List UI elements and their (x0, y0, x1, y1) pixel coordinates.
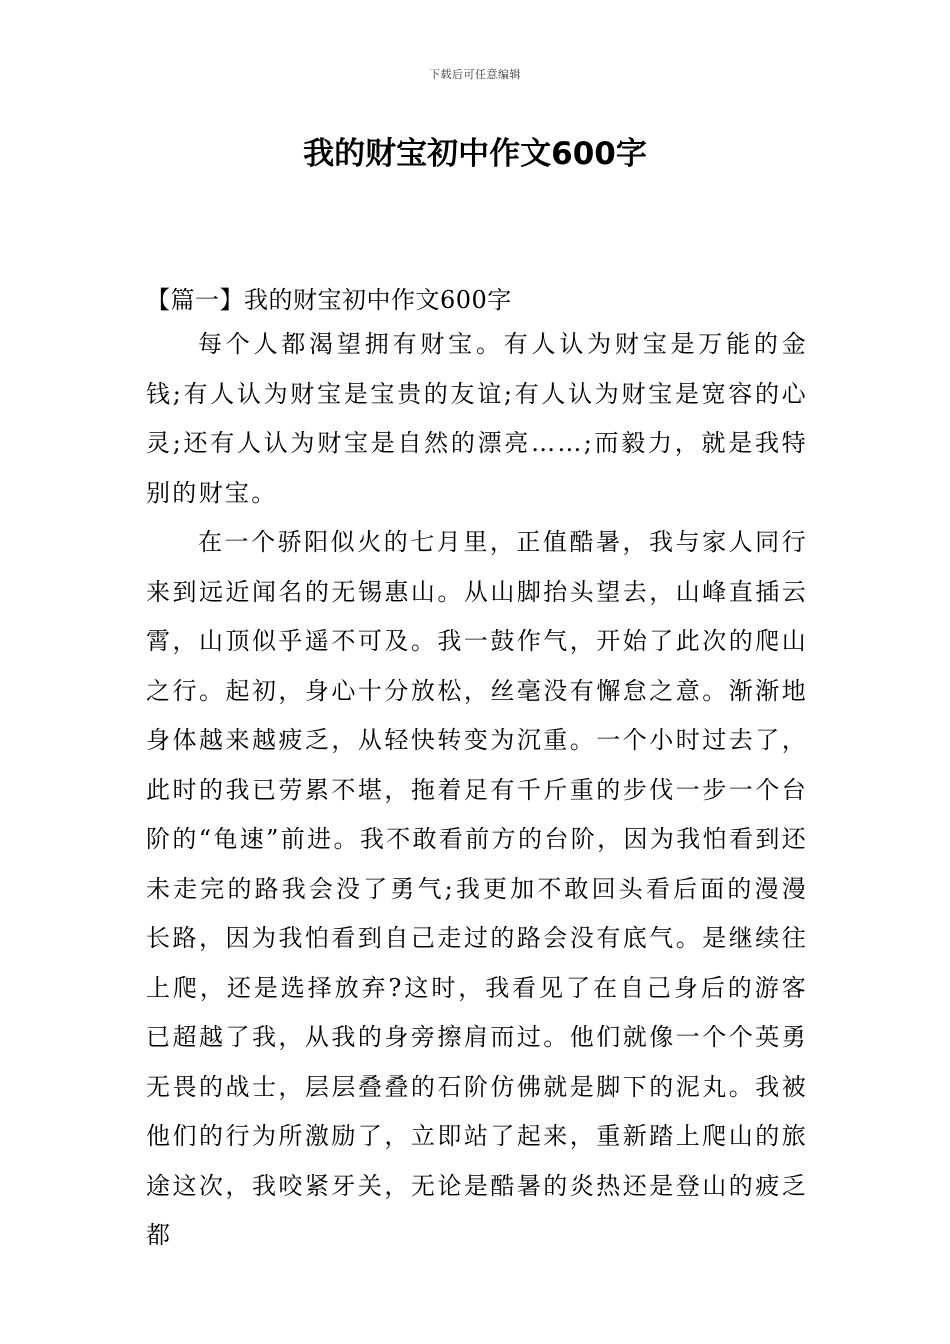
document-body (146, 280, 808, 1261)
document-title: 我的财宝初中作文600字 (303, 136, 647, 172)
paragraph-1: 每个人都渴望拥有财宝。有人认为财宝是万能的金钱;有人认为财宝是宝贵的友谊;有人认为财宝是宽容的心灵;还有人认为财宝是自然的漂亮……;而毅力，就是我特别的财宝。 (146, 330, 808, 507)
paragraph-2: 在一个骄阳似火的七月里，正值酷暑，我与家人同行来到远近闻名的无锡惠山。从山脚抬头望去，山峰直插云霄，山顶似乎遥不可及。我一鼓作气，开始了此次的爬山之行。起初，身心十分放松，丝毫没有懈怠之意。渐渐地身体越来越疲乏，从轻快转变为沉重。一个小时过去了，此时的我已劳累不堪，拖着足有千斤重的步伐一步一个台阶的“龟速”前进。我不敢看前方的台阶，因为我怕看到还未走完的路我会没了勇气;我更加不敢回头看后面的漫漫长路，因为我怕看到自己走过的路会没有底气。是继续往上爬，还是选择放弃?这时，我看见了在自己身后的游客已超越了我，从我的身旁擦肩而过。他们就像一个个英勇无畏的战士，层层叠叠的石阶仿佛就是脚下的泥丸。我被他们的行为所激励了，立即站了起来，重新踏上爬山的旅途这次，我咬紧牙关，无论是酷暑的炎热还是登山的疲乏都 (146, 528, 808, 1249)
header-note: 下载后可任意编辑 (429, 68, 521, 81)
section-heading: 【篇一】我的财宝初中作文600字 (146, 286, 512, 314)
